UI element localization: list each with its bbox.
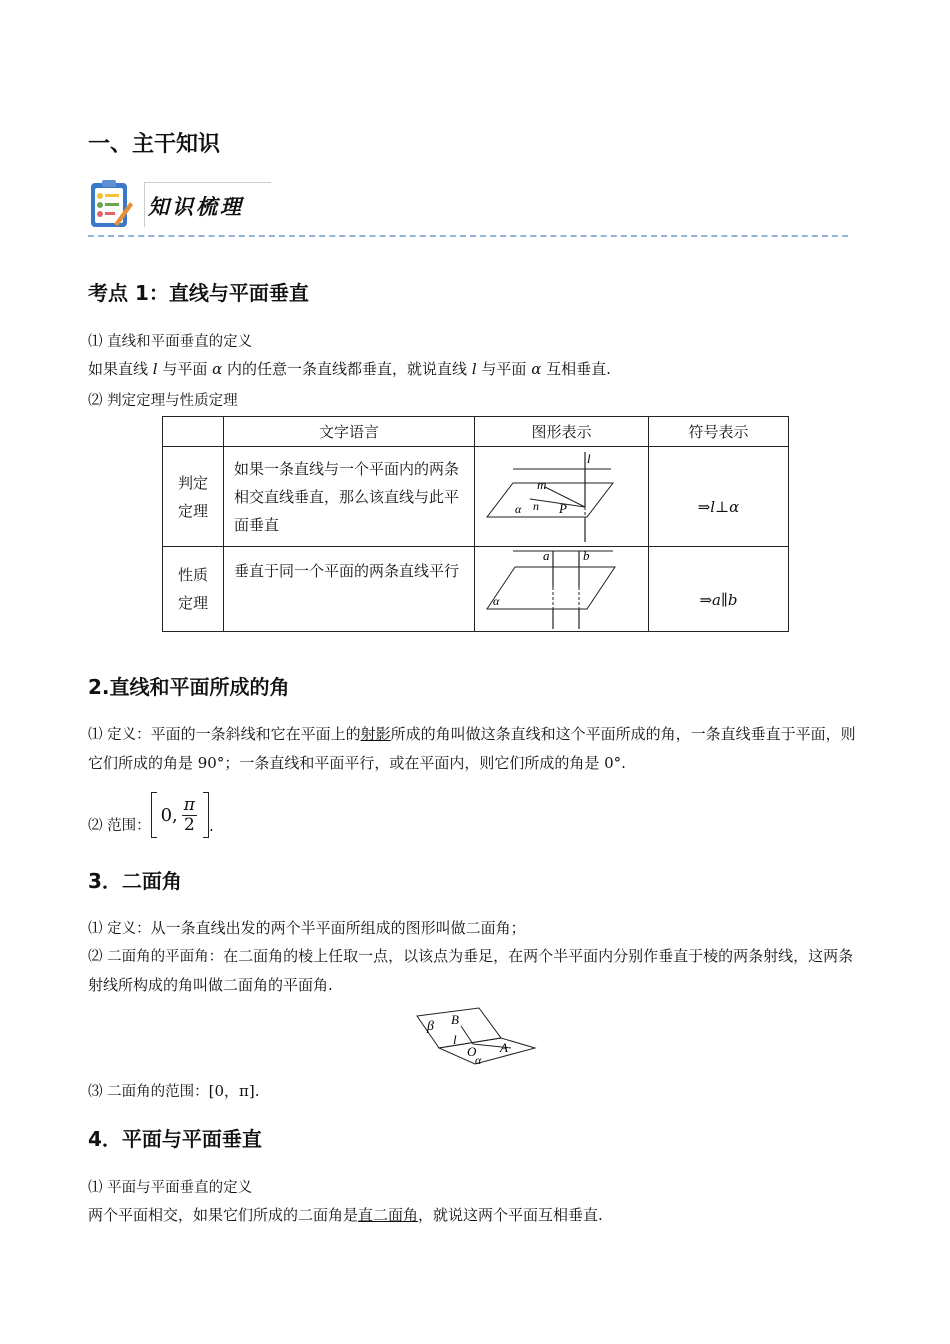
col-header: 文字语言 [224, 417, 475, 447]
topic2-def: ⑴ 定义：平面的一条斜线和它在平面上的射影所成的角叫做这条直线和这个平面所成的角，一条直线垂直于平面，则它们所成的角是 90°；一条直线和平面平行，或在平面内，则它们所成的角是 0°. [88, 725, 856, 772]
fig-label: α [515, 502, 522, 516]
col-header: 图形表示 [475, 417, 649, 447]
topic4-title: 4．平面与平面垂直 [88, 1127, 262, 1151]
clipboard-icon [88, 178, 134, 230]
section-title: 一、主干知识 [88, 132, 221, 157]
perpendicular-line-figure [475, 447, 648, 546]
topic2-range: ⑵ 范围： 0, π 2 . [88, 786, 214, 836]
topic1-title: 考点 1：直线与平面垂直 [88, 281, 309, 305]
topic3-item3: ⑶ 二面角的范围：[0，π]. [88, 1082, 260, 1100]
topic4-def-text: 两个平面相交，如果它们所成的二面角是直二面角，就说这两个平面互相垂直. [88, 1206, 603, 1224]
fig-label: n [533, 499, 539, 513]
topic3-item1: ⑴ 定义：从一条直线出发的两个半平面所组成的图形叫做二面角； [88, 919, 526, 937]
row-symbol: ⇒l⊥α [649, 447, 789, 547]
figure-cell [475, 547, 649, 632]
fig-label: a [543, 548, 550, 563]
row-text: 如果一条直线与一个平面内的两条相交直线垂直，那么该直线与此平面垂直 [224, 447, 475, 547]
row-name: 判定 定理 [163, 447, 224, 547]
row-name: 性质 定理 [163, 547, 224, 632]
fig-label: α [475, 1053, 482, 1067]
row-text: 垂直于同一个平面的两条直线平行 [224, 547, 475, 632]
topic4-def-heading: ⑴ 平面与平面垂直的定义 [88, 1180, 253, 1196]
topic1-theorem-heading: ⑵ 判定定理与性质定理 [88, 393, 238, 409]
topic1-def-text: 如果直线 l 与平面 α 内的任意一条直线都垂直，就说直线 l 与平面 α 互相垂直. [88, 360, 611, 378]
theorem-table [162, 416, 789, 632]
divider [88, 235, 848, 237]
col-header: 符号表示 [649, 417, 789, 447]
fig-label: l [453, 1032, 457, 1047]
parallel-lines-figure [475, 547, 648, 631]
fig-label: b [583, 548, 590, 563]
topic3-item2: ⑵ 二面角的平面角：在二面角的棱上任取一点，以该点为垂足，在两个半平面内分别作垂直于棱的两条射线，这两条射线所构成的角叫做二面角的平面角. [88, 947, 854, 994]
fig-label: m [537, 477, 547, 492]
topic1-def-heading: ⑴ 直线和平面垂直的定义 [88, 334, 253, 350]
fig-label: O [467, 1044, 477, 1059]
fig-label: P [559, 501, 567, 516]
fig-label: α [493, 594, 500, 608]
topic3-title: 3．二面角 [88, 869, 182, 893]
topic2-title: 2.直线和平面所成的角 [88, 675, 290, 699]
fig-label: A [500, 1040, 508, 1055]
fig-label: l [587, 451, 591, 466]
row-symbol: ⇒a∥b [649, 547, 789, 632]
dihedral-angle-figure [415, 1004, 537, 1068]
fig-label: B [451, 1012, 459, 1027]
range-interval: 0, π 2 [151, 792, 209, 838]
figure-cell [475, 447, 649, 547]
badge-label: 知识梳理 [148, 195, 244, 219]
fig-label: β [427, 1019, 434, 1034]
knowledge-badge [88, 178, 272, 232]
